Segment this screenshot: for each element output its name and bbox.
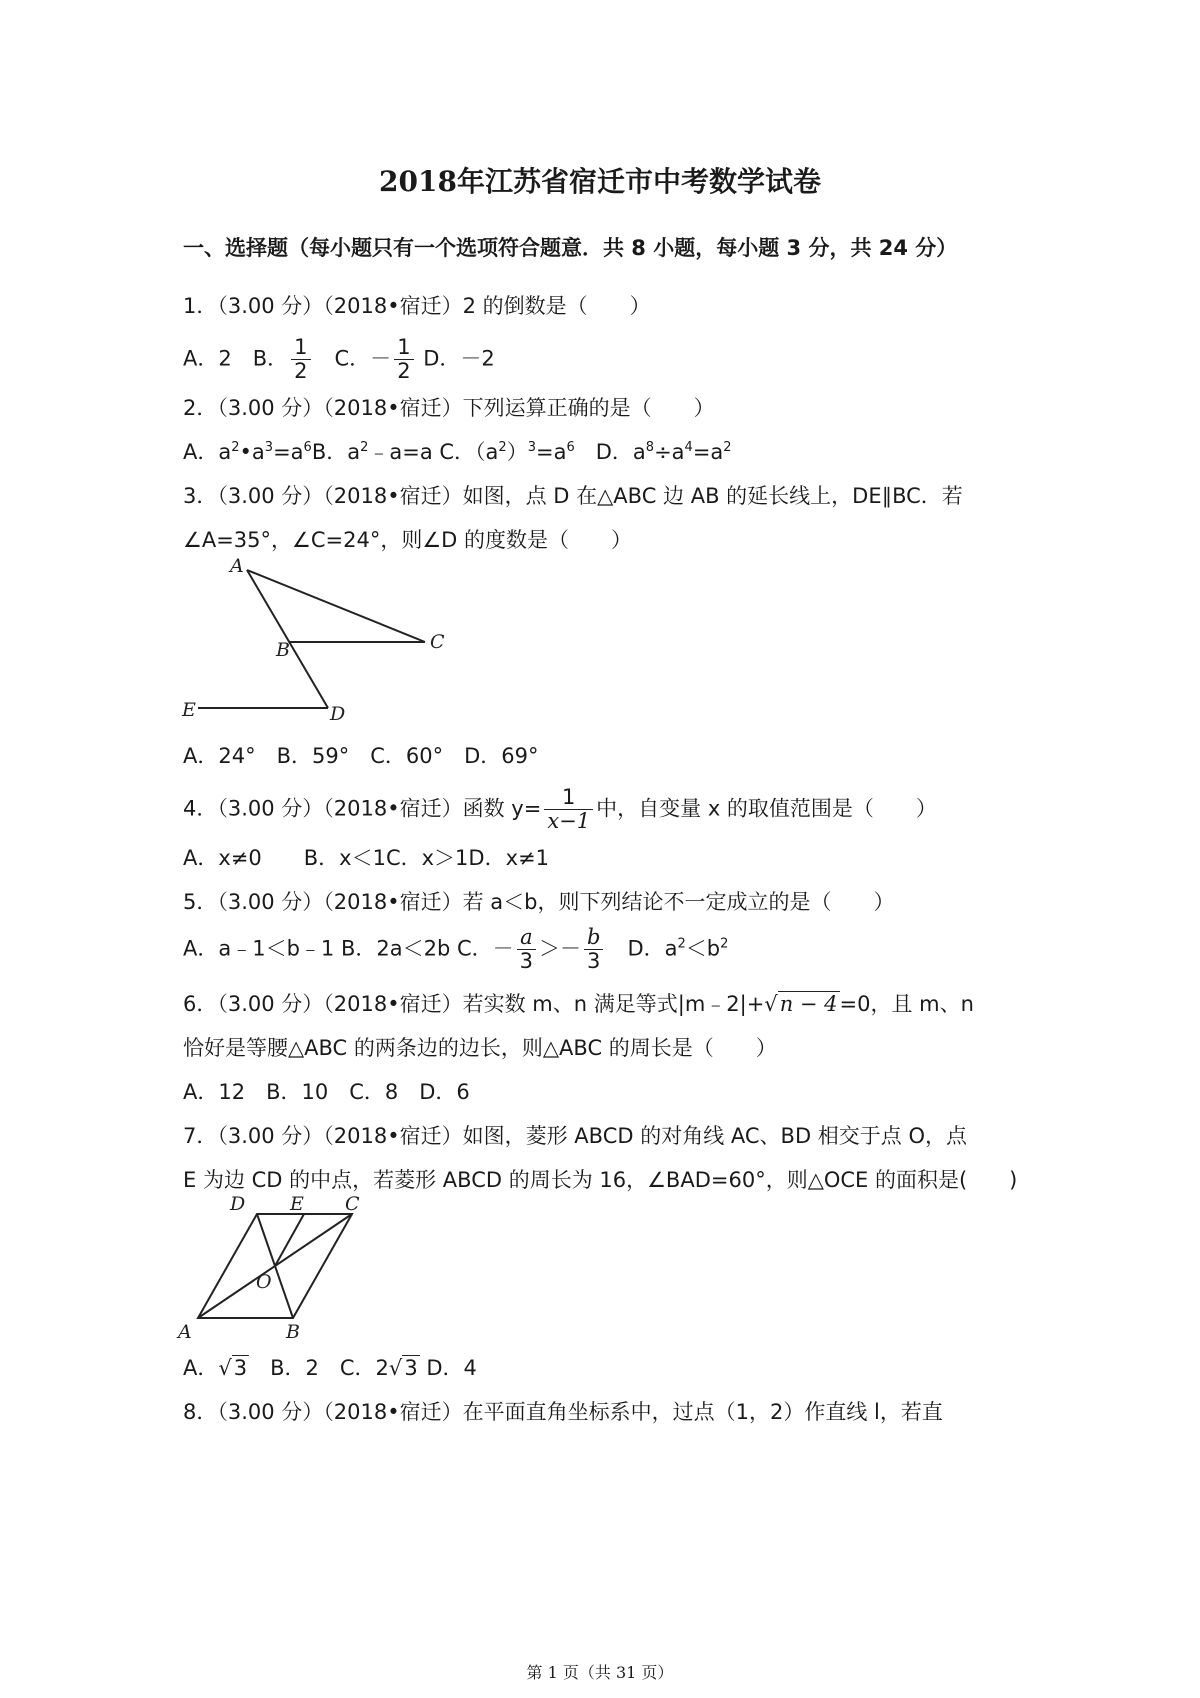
q5-frac-a: $\frac{a}{3}$ (517, 926, 536, 973)
q3-label-d: D (330, 703, 346, 725)
q5-frac-b: $\frac{b}{3}$ (584, 926, 603, 973)
q7-label-o: O (256, 1271, 272, 1293)
q7-label-c: C (345, 1193, 360, 1215)
q1-stem: 1．（3.00 分）（2018•宿迁）2 的倒数是（ ） (183, 294, 651, 318)
q2-options: A．$a^2•a^3=a^6B$．$a^2﹣a=a$ C．$(a^2)^3=a^6$ D．$a^8\div a^4=a^2$ (183, 440, 732, 464)
q6-stem-1: 6．（3.00 分）（2018•宿迁）若实数 m、n 满足等式|m﹣2|+√n − 4=0，且 m、n (183, 992, 974, 1016)
q3-label-b: B (276, 639, 290, 661)
q7-label-e: E (290, 1193, 304, 1215)
q4-stem: 4．（3.00 分）（2018•宿迁）函数 y= $\frac{1}{x-1}$ 中，自变量 x 的取值范围是（ ） (183, 785, 937, 834)
q2-stem: 2．（3.00 分）（2018•宿迁）下列运算正确的是（ ） (183, 396, 715, 420)
q5-stem: 5．（3.00 分）（2018•宿迁）若 a＜b，则下列结论不一定成立的是（ ） (183, 890, 895, 914)
q3-line-ac (247, 570, 425, 642)
q3-stem-2: ∠A=35°，∠C=24°，则∠D 的度数是（ ） (183, 528, 632, 552)
q1-opt-d: D．－2 (416, 346, 495, 371)
q7-label-b: B (286, 1321, 300, 1343)
q3-label-a: A (230, 555, 244, 577)
q3-stem-1: 3．（3.00 分）（2018•宿迁）如图，点 D 在△ABC 边 AB 的延长线上，DE∥BC．若 (183, 484, 963, 508)
page-footer: 第 1 页（共 31 页） (526, 1663, 674, 1682)
q7-figure (180, 1192, 390, 1342)
q8-stem-1: 8．（3.00 分）（2018•宿迁）在平面直角坐标系中，过点（1，2）作直线 l，若直 (183, 1400, 943, 1424)
section-heading: 一、选择题（每小题只有一个选项符合题意．共 8 小题，每小题 3 分，共 24 分） (183, 236, 958, 260)
q3-label-c: C (430, 631, 445, 653)
q7-line-oe (275, 1214, 304, 1266)
q1-options (183, 336, 495, 383)
q7-options: A．√3 B．2 C．2√3 D．4 (183, 1356, 477, 1380)
q3-options: A．24° B．59° C．60° D．69° (183, 744, 539, 768)
q7-label-a: A (178, 1321, 192, 1343)
page-title: 2018年江苏省宿迁市中考数学试卷 (379, 165, 821, 198)
q1-frac-c: $\frac{1}{2}$ (394, 336, 413, 383)
q6-options: A．12 B．10 C．8 D．6 (183, 1080, 470, 1104)
q3-label-e: E (182, 699, 196, 721)
q1-frac-b: $\frac{1}{2}$ (291, 336, 310, 383)
q3-figure (180, 555, 445, 730)
q5-options: A．a﹣1＜b﹣1 B．2a＜2b C．－ $\frac{a}{3}$ ＞－ $\frac{b}{3}$ D．$a^2<b^2$ (183, 925, 729, 974)
q1-opt-a: A．2 B． (183, 346, 289, 371)
q1-opt-c: C．－ (313, 346, 392, 371)
q7-stem-1: 7．（3.00 分）（2018•宿迁）如图，菱形 ABCD 的对角线 AC、BD 相交于点 O，点 (183, 1124, 968, 1148)
q4-frac: $\frac{1}{x-1}$ (544, 786, 593, 833)
q7-stem-2: E 为边 CD 的中点，若菱形 ABCD 的周长为 16，∠BAD=60°，则△OCE 的面积是( ) (183, 1168, 1018, 1192)
q4-options: A．x≠0 B．x＜1C．x＞1D．x≠1 (183, 846, 549, 870)
q6-stem-2: 恰好是等腰△ABC 的两条边的边长，则△ABC 的周长是（ ） (183, 1036, 777, 1060)
q7-label-d: D (230, 1193, 246, 1215)
